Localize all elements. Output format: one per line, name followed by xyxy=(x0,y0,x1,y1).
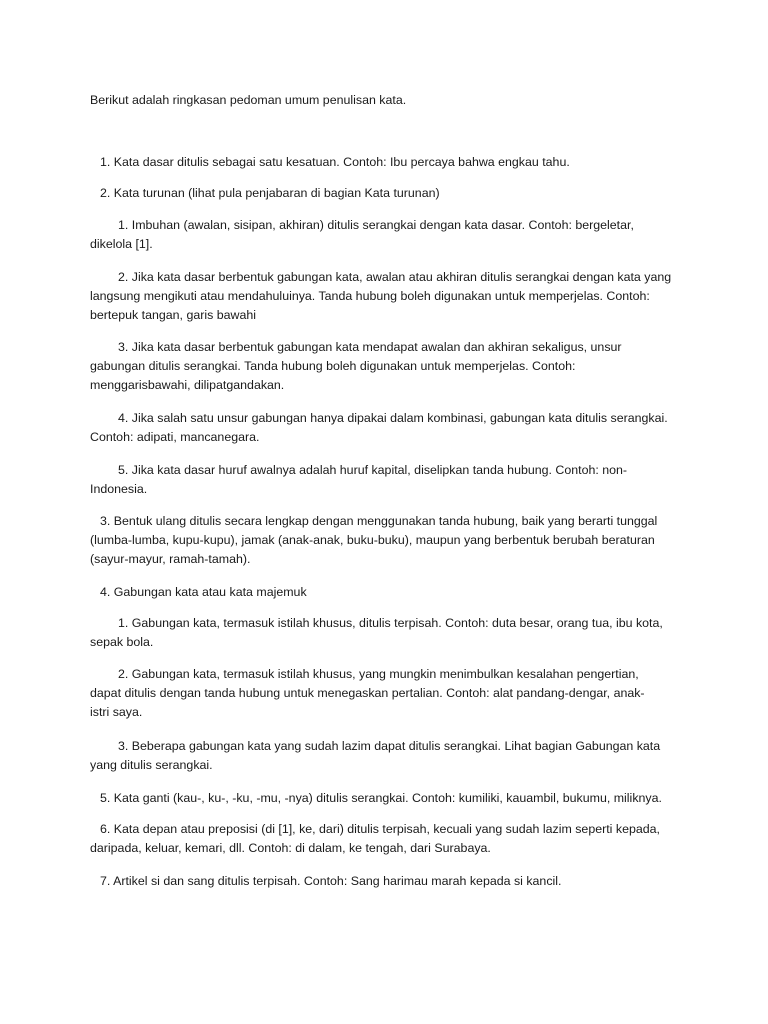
list-item-line: Contoh: adipati, mancanegara. xyxy=(90,430,260,444)
list-item-line: 5. Kata ganti (kau-, ku-, -ku, -mu, -nya) ditulis serangkai. Contoh: kumiliki, kauambil, bukumu, miliknya. xyxy=(100,791,662,805)
list-item xyxy=(90,820,690,858)
list-item-line: menggarisbawahi, dilipatgandakan. xyxy=(90,378,285,392)
list-item xyxy=(90,789,690,808)
list-item-line: 3. Bentuk ulang ditulis secara lengkap dengan menggunakan tanda hubung, baik yang berarti tunggal xyxy=(100,514,658,528)
list-item-line: 5. Jika kata dasar huruf awalnya adalah huruf kapital, diselipkan tanda hubung. Contoh: non- xyxy=(118,463,628,477)
list-item-line: 6. Kata depan atau preposisi (di [1], ke, dari) ditulis terpisah, kecuali yang sudah lazim seperti kepada, xyxy=(100,822,660,836)
list-item-line: (sayur-mayur, ramah-tamah). xyxy=(90,552,251,566)
list-item xyxy=(90,338,690,395)
list-item-line: Indonesia. xyxy=(90,482,148,496)
list-item-line: 4. Gabungan kata atau kata majemuk xyxy=(100,585,307,599)
list-item xyxy=(90,872,690,891)
list-item-line: dikelola [1]. xyxy=(90,237,153,251)
list-item-line: 3. Beberapa gabungan kata yang sudah lazim dapat ditulis serangkai. Lihat bagian Gabungan kata xyxy=(118,739,661,753)
list-item-line: 4. Jika salah satu unsur gabungan hanya dipakai dalam kombinasi, gabungan kata ditulis serangkai. xyxy=(118,411,668,425)
list-item-line: 2. Jika kata dasar berbentuk gabungan kata, awalan atau akhiran ditulis serangkai dengan kata yang xyxy=(118,270,672,284)
list-item-line: gabungan ditulis serangkai. Tanda hubung boleh digunakan untuk memperjelas. Contoh: xyxy=(90,359,576,373)
list-item xyxy=(90,153,690,172)
list-item xyxy=(90,409,690,447)
list-item-line: (lumba-lumba, kupu-kupu), jamak (anak-anak, buku-buku), maupun yang berbentuk berubah beraturan xyxy=(90,533,655,547)
list-item xyxy=(90,216,690,254)
list-item-line: sepak bola. xyxy=(90,635,154,649)
list-item-line: yang ditulis serangkai. xyxy=(90,758,213,772)
list-item-line: 2. Kata turunan (lihat pula penjabaran di bagian Kata turunan) xyxy=(100,186,440,200)
list-item xyxy=(90,268,690,325)
list-item-line: langsung mengikuti atau mendahuluinya. Tanda hubung boleh digunakan untuk memperjelas. Contoh: xyxy=(90,289,650,303)
list-item xyxy=(90,583,690,602)
list-item xyxy=(90,184,690,203)
list-item-line: 3. Jika kata dasar berbentuk gabungan kata mendapat awalan dan akhiran sekaligus, unsur xyxy=(118,340,622,354)
list-item-line: daripada, keluar, kemari, dll. Contoh: di dalam, ke tengah, dari Surabaya. xyxy=(90,841,491,855)
list-item xyxy=(90,461,690,499)
intro-paragraph: Berikut adalah ringkasan pedoman umum penulisan kata. xyxy=(90,93,407,107)
list-item xyxy=(90,614,690,652)
list-item-line: 7. Artikel si dan sang ditulis terpisah. Contoh: Sang harimau marah kepada si kancil. xyxy=(100,874,562,888)
list-item-line: 2. Gabungan kata, termasuk istilah khusus, yang mungkin menimbulkan kesalahan pengertian, xyxy=(118,667,639,681)
list-item xyxy=(90,737,690,775)
list-item-line: 1. Imbuhan (awalan, sisipan, akhiran) ditulis serangkai dengan kata dasar. Contoh: bergeletar, xyxy=(118,218,634,232)
list-item-line: bertepuk tangan, garis bawahi xyxy=(90,308,257,322)
list-item xyxy=(90,665,690,722)
list-item-line: 1. Gabungan kata, termasuk istilah khusus, ditulis terpisah. Contoh: duta besar, orang tua, ibu kota, xyxy=(118,616,663,630)
list-item-line: 1. Kata dasar ditulis sebagai satu kesatuan. Contoh: Ibu percaya bahwa engkau tahu. xyxy=(100,155,570,169)
list-item-line: istri saya. xyxy=(90,705,143,719)
list-item xyxy=(90,512,690,569)
list-item-line: dapat ditulis dengan tanda hubung untuk menegaskan pertalian. Contoh: alat pandang-dengar, anak- xyxy=(90,686,645,700)
